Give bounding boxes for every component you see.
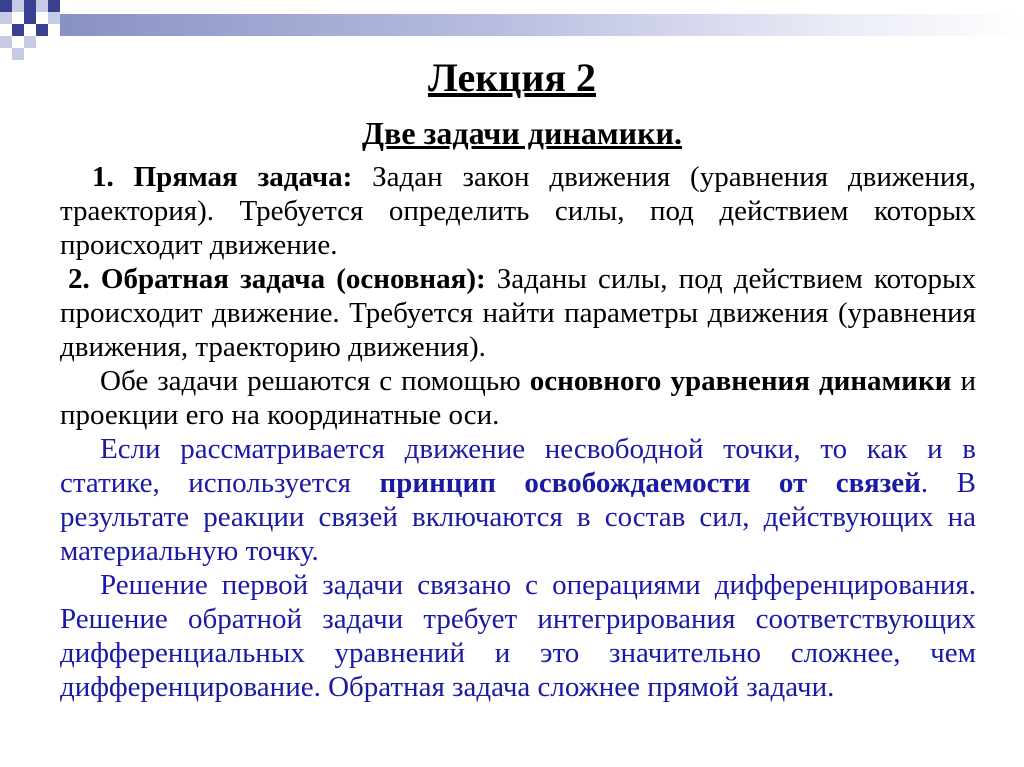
paragraph-main-equation <box>60 364 976 432</box>
paragraph-inverse-problem <box>60 262 976 364</box>
paragraph-constraints <box>60 432 976 568</box>
paragraph-solutions <box>60 568 976 704</box>
slide-title: Лекция 2 <box>427 55 597 100</box>
direct-problem-number: 1. <box>92 161 114 193</box>
direct-problem-heading: Прямая задача: <box>133 161 353 193</box>
paragraph-direct-problem <box>60 160 976 262</box>
main-equation-text-1: Обе задачи решаются с помощью <box>100 365 521 397</box>
header-decoration <box>0 0 1024 60</box>
main-equation-term: основного уравнения динамики <box>529 365 952 397</box>
slide-body <box>60 160 976 704</box>
inverse-problem-text: Заданы силы, под действием которых происходит движение. Требуется найти параметры движения (уравнения движения, траекторию движения). <box>60 263 977 363</box>
slide-subtitle: Две задачи динамики. <box>362 115 682 151</box>
inverse-problem-heading: Обратная задача (основная): <box>100 263 486 295</box>
header-gradient-bar <box>60 14 1024 36</box>
constraints-text-2: . В результате реакции связей включаются в состав сил, действующих на материальную точку. <box>60 467 976 567</box>
constraints-principle: принцип освобождаемости от связей <box>379 467 921 499</box>
main-equation-text-2: и проекции его на координатные оси. <box>60 365 976 431</box>
constraints-text-1: Если рассматривается движение несвободной точки, то как и в статике, используется <box>60 433 976 499</box>
inverse-problem-number: 2. <box>68 263 90 295</box>
solutions-text: Решение первой задачи связано с операциями дифференцирования. Решение обратной задачи требует интегрирования соответствующих дифференциальных уравнений и это значительно сложнее, чем дифференцирование. Обратная задача сложнее прямой задачи. <box>60 569 976 703</box>
direct-problem-text: Задан закон движения (уравнения движения, траектория). Требуется определить силы, под действием которых происходит движение. <box>60 161 977 261</box>
